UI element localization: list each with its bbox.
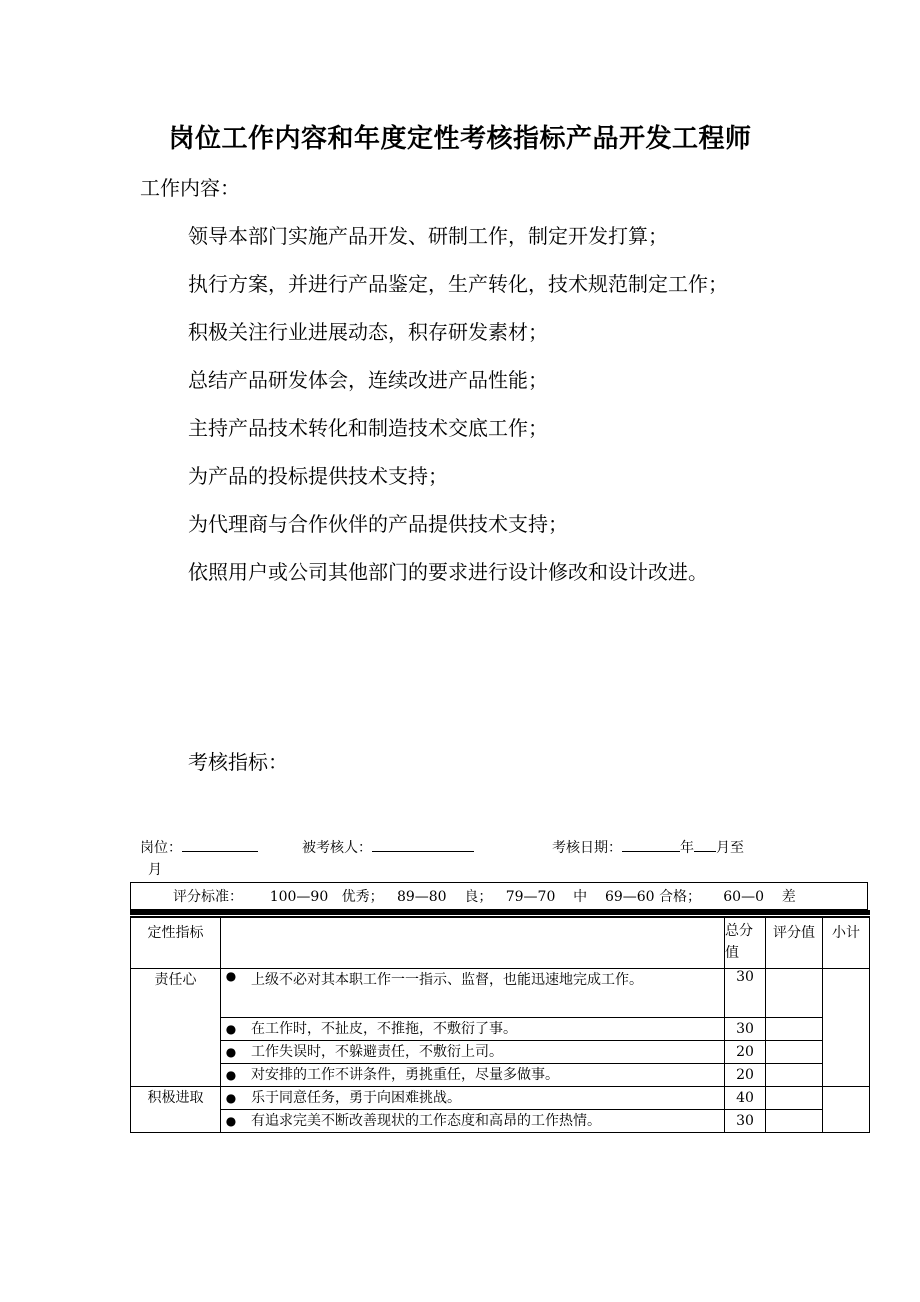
criterion-text: 对安排的工作不讲条件，勇挑重任，尽量多做事。: [241, 1064, 725, 1087]
bullet-icon: ●: [221, 969, 242, 1018]
group-name: 责任心: [131, 969, 221, 1087]
criterion-text: 乐于同意任务，勇于向困难挑战。: [241, 1087, 725, 1110]
total-value: 30: [725, 1110, 766, 1133]
score-cell[interactable]: [766, 1110, 823, 1133]
score-cell[interactable]: [766, 1087, 823, 1110]
bullet-icon: ●: [221, 1087, 242, 1110]
month-to-label: 月至: [716, 840, 744, 856]
month-label: 月: [148, 862, 162, 878]
page-title: 岗位工作内容和年度定性考核指标产品开发工程师: [168, 124, 752, 154]
month-from-field[interactable]: [694, 835, 716, 852]
duty-item: 为产品的投标提供技术支持；: [188, 464, 448, 488]
table-row: [131, 1064, 870, 1087]
double-rule: [130, 910, 870, 915]
header-blank: [241, 918, 725, 969]
bullet-icon: ●: [221, 1018, 242, 1041]
score-cell[interactable]: [766, 1041, 823, 1064]
table-row: [131, 1041, 870, 1064]
header-blank: [221, 918, 242, 969]
total-value: 30: [725, 969, 766, 1018]
duty-list: [140, 212, 780, 596]
criterion-text: 上级不必对其本职工作一一指示、监督，也能迅速地完成工作。: [241, 969, 725, 1018]
scoring-standard: 评分标准： 100—90 优秀； 89—80 良； 79—70 中 69—60 合格； 60—0 差: [130, 882, 868, 910]
criterion-text: 工作失误时，不躲避责任，不敷衍上司。: [241, 1041, 725, 1064]
work-content-heading: 工作内容：: [140, 176, 240, 200]
bullet-icon: ●: [221, 1041, 242, 1064]
header-indicator: 定性指标: [131, 918, 221, 969]
table-header-row: [131, 918, 870, 969]
header-total: 总分值: [725, 918, 766, 969]
assessment-meta: [140, 835, 790, 881]
bullet-icon: ●: [221, 1064, 242, 1087]
duty-item: 依照用户或公司其他部门的要求进行设计修改和设计改进。: [188, 560, 708, 584]
score-cell[interactable]: [766, 1018, 823, 1041]
duty-item: 为代理商与合作伙伴的产品提供技术支持；: [188, 512, 568, 536]
table-row: [131, 1087, 870, 1110]
year-field[interactable]: [622, 835, 680, 852]
assessee-label: 被考核人：: [302, 840, 372, 856]
duty-item: 积极关注行业进展动态，积存研发素材；: [188, 320, 548, 344]
total-value: 20: [725, 1064, 766, 1087]
duty-item: 执行方案，并进行产品鉴定，生产转化，技术规范制定工作；: [188, 272, 728, 296]
group-name: 积极进取: [131, 1087, 221, 1133]
duty-item: 领导本部门实施产品开发、研制工作，制定开发打算；: [188, 224, 668, 248]
duty-item: 主持产品技术转化和制造技术交底工作；: [188, 416, 548, 440]
criterion-text: 在工作时，不扯皮，不推拖，不敷衍了事。: [241, 1018, 725, 1041]
assessment-table: [130, 917, 870, 1133]
subtotal-cell[interactable]: [823, 1087, 870, 1133]
table-row: [131, 969, 870, 1018]
position-label: 岗位：: [140, 840, 182, 856]
total-value: 40: [725, 1087, 766, 1110]
table-row: [131, 1110, 870, 1133]
total-value: 30: [725, 1018, 766, 1041]
criterion-text: 有追求完美不断改善现状的工作态度和高昂的工作热情。: [241, 1110, 725, 1133]
table-row: [131, 1018, 870, 1041]
year-label: 年: [680, 840, 694, 856]
assessment-heading: 考核指标：: [188, 750, 288, 774]
assessee-field[interactable]: [372, 835, 474, 852]
header-subtotal: 小计: [823, 918, 870, 969]
position-field[interactable]: [182, 835, 258, 852]
bullet-icon: ●: [221, 1110, 242, 1133]
subtotal-cell[interactable]: [823, 969, 870, 1087]
total-value: 20: [725, 1041, 766, 1064]
score-cell[interactable]: [766, 1064, 823, 1087]
duty-item: 总结产品研发体会，连续改进产品性能；: [188, 368, 548, 392]
header-score: 评分值: [766, 918, 823, 969]
score-cell[interactable]: [766, 969, 823, 1018]
date-label: 考核日期：: [552, 840, 622, 856]
